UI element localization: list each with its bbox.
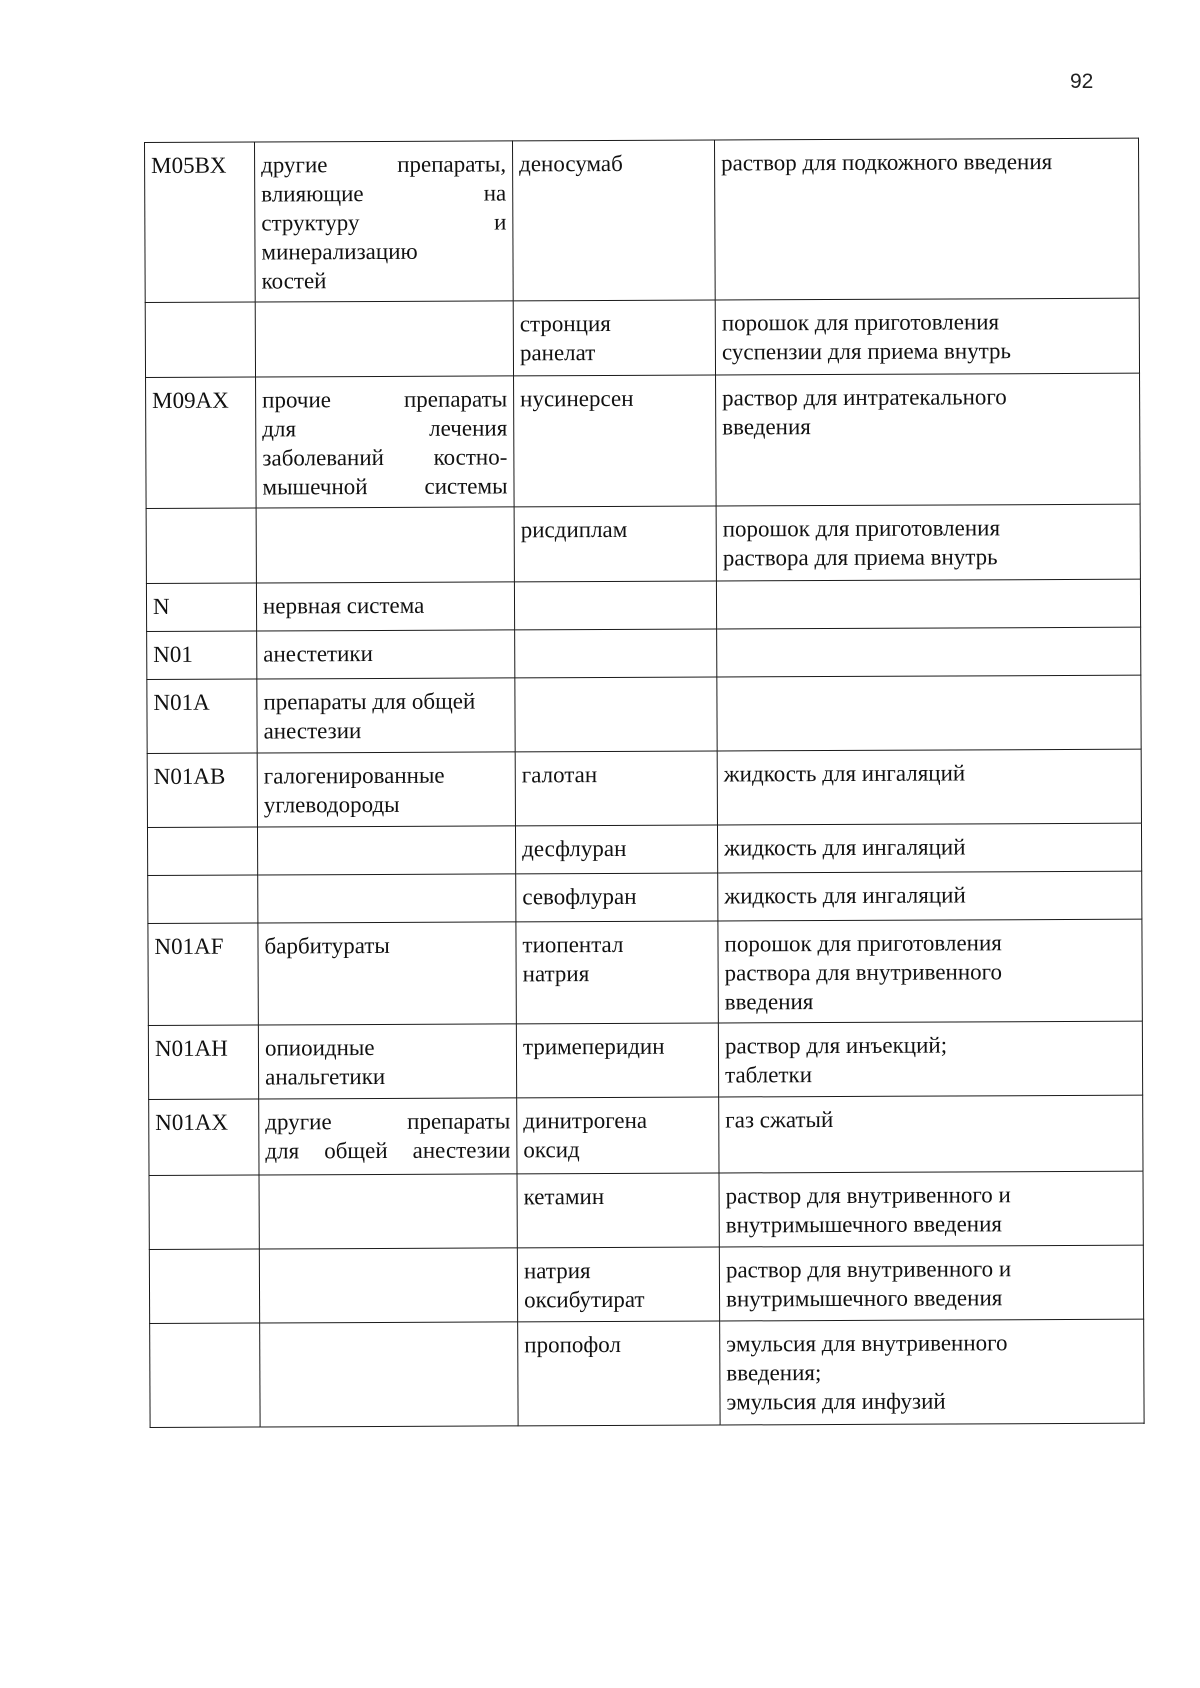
group-name-line: анестетики: [263, 641, 373, 667]
atc-code-cell: [149, 1249, 259, 1323]
table-row: [149, 1171, 1143, 1249]
atc-code-cell: [146, 508, 256, 583]
dosage-form-cell: [715, 298, 1139, 375]
atc-code-cell: N01AB: [147, 753, 257, 827]
drug-name-line: натрия: [523, 1258, 591, 1284]
group-name-cell: [255, 141, 514, 302]
dosage-form-cell: [718, 919, 1142, 1023]
group-name-line: заболеваний костно-: [262, 444, 508, 471]
drug-name-cell: [516, 873, 718, 922]
dosage-form-cell: [720, 1319, 1144, 1425]
table-row: [145, 298, 1139, 377]
group-name-line: влияющие на: [261, 180, 507, 207]
table-row: [147, 675, 1141, 753]
atc-code-cell: N01AX: [149, 1099, 259, 1175]
group-name-cell: [257, 678, 515, 753]
group-name-line: минерализацию: [261, 238, 418, 265]
group-name-cell: [256, 582, 514, 631]
group-name-line: другие препараты: [265, 1108, 511, 1135]
dosage-form-line: раствора для приема внутрь: [722, 544, 998, 571]
dosage-form-cell: [719, 1095, 1143, 1173]
dosage-form-cell: [718, 871, 1142, 921]
group-name-cell: [259, 1174, 517, 1249]
group-name-line: опиоидные: [264, 1035, 375, 1061]
dosage-form-line: раствор для внутривенного и: [725, 1256, 1012, 1283]
group-name-line: структуру и: [261, 209, 507, 236]
drug-name-cell: [517, 1097, 719, 1174]
group-name-cell: [257, 826, 515, 875]
group-name-cell: [258, 1024, 516, 1099]
dosage-form-line: раствор для внутривенного и: [725, 1182, 1011, 1209]
group-name-line: прочие препараты: [262, 386, 508, 413]
drug-name-cell: [516, 1023, 718, 1098]
drug-name-line: севофлуран: [522, 883, 637, 910]
drug-table: [144, 138, 1145, 1428]
drug-name-line: оксид: [523, 1137, 580, 1163]
drug-name-cell: [517, 1247, 719, 1322]
group-name-cell: [259, 1098, 517, 1175]
drug-name-cell: [517, 1173, 719, 1248]
atc-code-cell: N01AF: [148, 923, 258, 1025]
group-name-line: анальгетики: [265, 1063, 386, 1090]
group-name-cell: [259, 1248, 517, 1323]
table-row: [149, 1095, 1143, 1175]
dosage-form-line: газ сжатый: [725, 1107, 834, 1133]
group-name-cell: [257, 630, 515, 679]
group-name-cell: [260, 1322, 518, 1427]
drug-name-cell: [516, 921, 718, 1024]
dosage-form-line: суспензии для приема внутрь: [721, 338, 1012, 365]
drug-name-line: тримеперидин: [522, 1033, 665, 1060]
dosage-form-cell: [719, 1171, 1143, 1247]
dosage-form-line: введения: [722, 414, 811, 440]
dosage-form-cell: [716, 579, 1140, 629]
dosage-form-cell: [717, 749, 1141, 825]
page-number: 92: [1070, 70, 1094, 93]
group-name-line: барбитураты: [264, 932, 390, 959]
atc-code-cell: [149, 1175, 259, 1249]
table-row: [146, 579, 1140, 631]
drug-name-cell: [514, 506, 716, 582]
atc-code-cell: [147, 827, 257, 875]
group-name-cell: [258, 874, 516, 923]
drug-name-line: натрия: [522, 961, 590, 987]
table-row: [147, 627, 1141, 679]
table-row: [148, 919, 1142, 1025]
dosage-form-line: введения: [724, 989, 814, 1015]
group-name-line: для общей анестезии: [265, 1137, 511, 1164]
drug-name-line: оксибутират: [524, 1286, 645, 1313]
dosage-form-line: эмульсия для внутривенного: [726, 1330, 1008, 1357]
dosage-form-line: раствор для интратекального: [722, 384, 1007, 411]
table-row: [145, 138, 1140, 302]
dosage-form-line: жидкость для ингаляций: [724, 882, 966, 909]
drug-name-cell: [515, 751, 717, 826]
dosage-form-cell: [718, 1021, 1142, 1097]
drug-name-cell: [515, 629, 717, 678]
dosage-form-line: порошок для приготовления: [721, 309, 1000, 336]
atc-code-cell: M05BX: [145, 142, 256, 302]
dosage-form-line: раствор для инъекций;: [724, 1032, 948, 1059]
group-name-cell: [257, 752, 515, 827]
dosage-form-cell: [717, 675, 1141, 751]
group-name-cell: [255, 301, 513, 377]
drug-name-line: деносумаб: [519, 150, 623, 177]
drug-name-line: пропофол: [524, 1331, 622, 1358]
atc-code-cell: [148, 875, 258, 923]
dosage-form-line: раствор для подкожного введения: [721, 149, 1053, 176]
dosage-form-line: жидкость для ингаляций: [723, 760, 966, 787]
drug-name-cell: [514, 375, 717, 507]
drug-name-line: кетамин: [523, 1184, 605, 1210]
table-row: [146, 373, 1141, 508]
drug-name-cell: [513, 300, 715, 376]
group-name-line: другие препараты,: [261, 151, 507, 178]
table-row: [147, 823, 1141, 875]
group-name-line: углеводороды: [263, 791, 400, 818]
dosage-form-line: раствора для внутривенного: [724, 959, 1003, 986]
drug-name-line: десфлуран: [522, 835, 627, 862]
dosage-form-cell: [717, 823, 1141, 873]
group-name-line: костей: [261, 268, 327, 294]
group-name-cell: [256, 376, 515, 508]
table-row: [147, 749, 1141, 827]
drug-name-line: стронция: [519, 310, 611, 337]
drug-name-cell: [515, 825, 717, 874]
table-body: [145, 138, 1145, 1427]
atc-code-cell: [145, 302, 255, 377]
atc-code-cell: N01AH: [148, 1025, 258, 1099]
dosage-form-line: внутримышечного введения: [725, 1211, 1003, 1238]
drug-name-line: галотан: [521, 762, 598, 788]
drug-name-line: динитрогена: [523, 1107, 648, 1134]
group-name-cell: [258, 922, 516, 1025]
dosage-form-line: таблетки: [725, 1062, 813, 1088]
dosage-form-cell: [719, 1245, 1143, 1321]
dosage-form-line: введения;: [726, 1360, 822, 1386]
atc-code-cell: N: [146, 583, 256, 631]
table-row: [148, 871, 1142, 923]
dosage-form-line: жидкость для ингаляций: [724, 834, 966, 861]
dosage-form-cell: [716, 373, 1141, 506]
table-row: [148, 1021, 1142, 1099]
table-row: [149, 1245, 1143, 1323]
drug-name-cell: [512, 140, 715, 301]
dosage-form-line: внутримышечного введения: [725, 1285, 1003, 1312]
dosage-form-cell: [716, 504, 1140, 581]
group-name-line: для лечения: [262, 415, 508, 442]
drug-name-line: нусинерсен: [520, 385, 634, 412]
drug-name-line: ранелат: [519, 340, 596, 366]
atc-code-cell: N01: [147, 631, 257, 679]
group-name-line: анестезии: [263, 718, 362, 744]
group-name-line: галогенированные: [263, 762, 445, 789]
dosage-form-line: эмульсия для инфузий: [726, 1388, 946, 1415]
group-name-line: мышечной системы: [262, 473, 508, 500]
table-row: [146, 504, 1140, 583]
atc-code-cell: M09AX: [146, 377, 257, 508]
table-row: [150, 1319, 1144, 1427]
dosage-form-line: порошок для приготовления: [724, 930, 1002, 957]
drug-name-cell: [515, 677, 717, 752]
group-name-line: нервная система: [262, 592, 425, 619]
drug-name-line: тиопентал: [522, 931, 624, 958]
dosage-form-cell: [717, 627, 1141, 677]
atc-code-cell: [150, 1323, 260, 1427]
dosage-form-cell: [714, 138, 1139, 300]
group-name-line: препараты для общей: [263, 688, 476, 715]
drug-name-cell: [514, 581, 716, 630]
drug-name-line: рисдиплам: [520, 516, 628, 543]
group-name-cell: [256, 507, 514, 583]
drug-name-cell: [518, 1321, 720, 1426]
dosage-form-line: порошок для приготовления: [722, 515, 1001, 542]
atc-code-cell: N01A: [147, 679, 257, 753]
